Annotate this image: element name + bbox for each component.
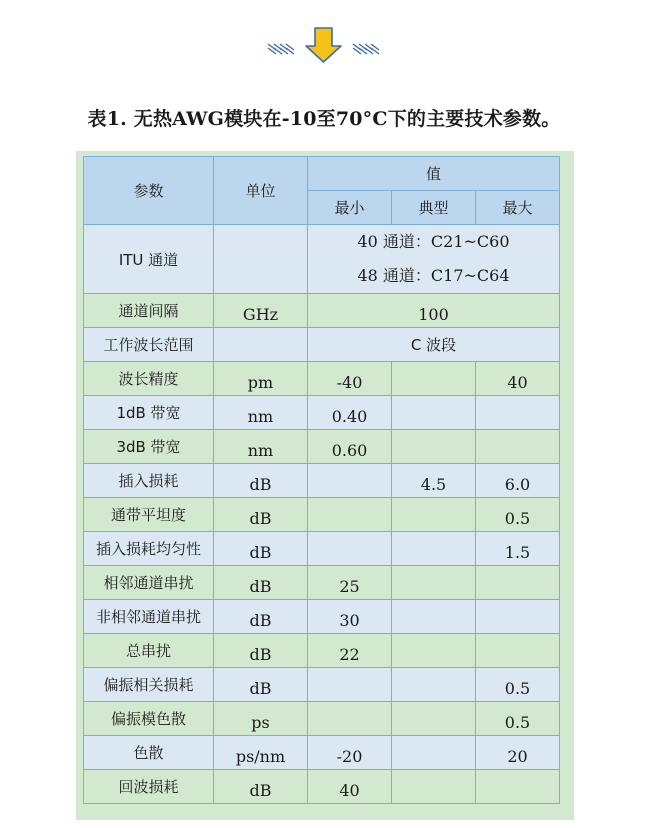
row-min-cell bbox=[308, 464, 392, 498]
table-row bbox=[84, 770, 560, 804]
row-unit-cell: dB bbox=[214, 668, 308, 702]
row-min-cell: 40 bbox=[308, 770, 392, 804]
band-param: 工作波长范围 bbox=[84, 328, 214, 362]
row-max-cell bbox=[476, 430, 560, 464]
spacing-param: 通道间隔 bbox=[84, 294, 214, 328]
row-unit-cell: dB bbox=[214, 532, 308, 566]
header-param: 参数 bbox=[84, 157, 214, 225]
table-row bbox=[84, 532, 560, 566]
row-param-cell: 偏振模色散 bbox=[84, 702, 214, 736]
table-row bbox=[84, 362, 560, 396]
row-unit-cell: dB bbox=[214, 566, 308, 600]
table-row-spacing bbox=[84, 294, 560, 328]
row-max-cell bbox=[476, 634, 560, 668]
itu-value bbox=[308, 225, 560, 294]
row-min-cell: 25 bbox=[308, 566, 392, 600]
row-max-cell: 0.5 bbox=[476, 498, 560, 532]
table-row bbox=[84, 600, 560, 634]
table-caption: 表1. 无热AWG模块在-10至70°C下的主要技术参数。 bbox=[87, 108, 561, 130]
header-value: 值 bbox=[308, 157, 560, 191]
table-row bbox=[84, 498, 560, 532]
row-max-cell bbox=[476, 396, 560, 430]
itu-line-40: 40 通道：C21~C60 bbox=[357, 232, 510, 251]
row-param-cell: 回波损耗 bbox=[84, 770, 214, 804]
row-unit-cell: dB bbox=[214, 498, 308, 532]
row-param-cell: 总串扰 bbox=[84, 634, 214, 668]
row-max-cell: 0.5 bbox=[476, 702, 560, 736]
table-row bbox=[84, 430, 560, 464]
row-typ-cell bbox=[392, 736, 476, 770]
row-max-cell bbox=[476, 770, 560, 804]
table-row bbox=[84, 566, 560, 600]
table-row-band bbox=[84, 328, 560, 362]
row-param-cell: 非相邻通道串扰 bbox=[84, 600, 214, 634]
row-param-cell: 色散 bbox=[84, 736, 214, 770]
spacing-value: 100 bbox=[308, 294, 560, 328]
row-param-cell: 波长精度 bbox=[84, 362, 214, 396]
table-row bbox=[84, 668, 560, 702]
row-typ-cell: 4.5 bbox=[392, 464, 476, 498]
band-unit bbox=[214, 328, 308, 362]
row-typ-cell bbox=[392, 532, 476, 566]
header-unit: 单位 bbox=[214, 157, 308, 225]
table-row bbox=[84, 736, 560, 770]
row-max-cell bbox=[476, 566, 560, 600]
table-row-itu bbox=[84, 225, 560, 294]
down-arrow-icon bbox=[306, 28, 341, 62]
row-min-cell: 0.60 bbox=[308, 430, 392, 464]
row-max-cell: 40 bbox=[476, 362, 560, 396]
row-param-cell: 3dB 带宽 bbox=[84, 430, 214, 464]
row-unit-cell: nm bbox=[214, 430, 308, 464]
row-min-cell bbox=[308, 668, 392, 702]
row-typ-cell bbox=[392, 566, 476, 600]
row-unit-cell: dB bbox=[214, 464, 308, 498]
itu-unit bbox=[214, 225, 308, 294]
row-typ-cell bbox=[392, 668, 476, 702]
row-param-cell: 插入损耗均匀性 bbox=[84, 532, 214, 566]
row-max-cell: 1.5 bbox=[476, 532, 560, 566]
row-max-cell bbox=[476, 600, 560, 634]
hatch-right-icon bbox=[353, 44, 379, 54]
row-typ-cell bbox=[392, 498, 476, 532]
row-param-cell: 通带平坦度 bbox=[84, 498, 214, 532]
row-typ-cell bbox=[392, 634, 476, 668]
band-value: C 波段 bbox=[308, 328, 560, 362]
row-typ-cell bbox=[392, 600, 476, 634]
row-typ-cell bbox=[392, 396, 476, 430]
row-unit-cell: ps/nm bbox=[214, 736, 308, 770]
header-typ: 典型 bbox=[392, 191, 476, 225]
itu-param: ITU 通道 bbox=[84, 225, 214, 294]
table-row bbox=[84, 396, 560, 430]
row-param-cell: 相邻通道串扰 bbox=[84, 566, 214, 600]
row-min-cell bbox=[308, 532, 392, 566]
row-max-cell: 0.5 bbox=[476, 668, 560, 702]
row-unit-cell: nm bbox=[214, 396, 308, 430]
row-unit-cell: ps bbox=[214, 702, 308, 736]
row-unit-cell: dB bbox=[214, 770, 308, 804]
parameter-table bbox=[83, 156, 560, 804]
hatch-left-icon bbox=[268, 44, 294, 54]
row-unit-cell: dB bbox=[214, 600, 308, 634]
row-min-cell: 30 bbox=[308, 600, 392, 634]
row-min-cell bbox=[308, 498, 392, 532]
header-decoration bbox=[0, 26, 648, 70]
row-param-cell: 偏振相关损耗 bbox=[84, 668, 214, 702]
row-param-cell: 1dB 带宽 bbox=[84, 396, 214, 430]
table-row bbox=[84, 634, 560, 668]
row-param-cell: 插入损耗 bbox=[84, 464, 214, 498]
row-min-cell: -40 bbox=[308, 362, 392, 396]
row-typ-cell bbox=[392, 362, 476, 396]
row-min-cell: -20 bbox=[308, 736, 392, 770]
header-min: 最小 bbox=[308, 191, 392, 225]
spacing-unit: GHz bbox=[214, 294, 308, 328]
row-unit-cell: dB bbox=[214, 634, 308, 668]
row-min-cell: 22 bbox=[308, 634, 392, 668]
row-typ-cell bbox=[392, 770, 476, 804]
row-typ-cell bbox=[392, 702, 476, 736]
row-unit-cell: pm bbox=[214, 362, 308, 396]
table-row bbox=[84, 464, 560, 498]
table-data-rows bbox=[84, 362, 560, 804]
table-row bbox=[84, 702, 560, 736]
header-max: 最大 bbox=[476, 191, 560, 225]
row-max-cell: 6.0 bbox=[476, 464, 560, 498]
row-min-cell: 0.40 bbox=[308, 396, 392, 430]
row-min-cell bbox=[308, 702, 392, 736]
row-max-cell: 20 bbox=[476, 736, 560, 770]
row-typ-cell bbox=[392, 430, 476, 464]
itu-line-48: 48 通道：C17~C64 bbox=[357, 266, 510, 285]
